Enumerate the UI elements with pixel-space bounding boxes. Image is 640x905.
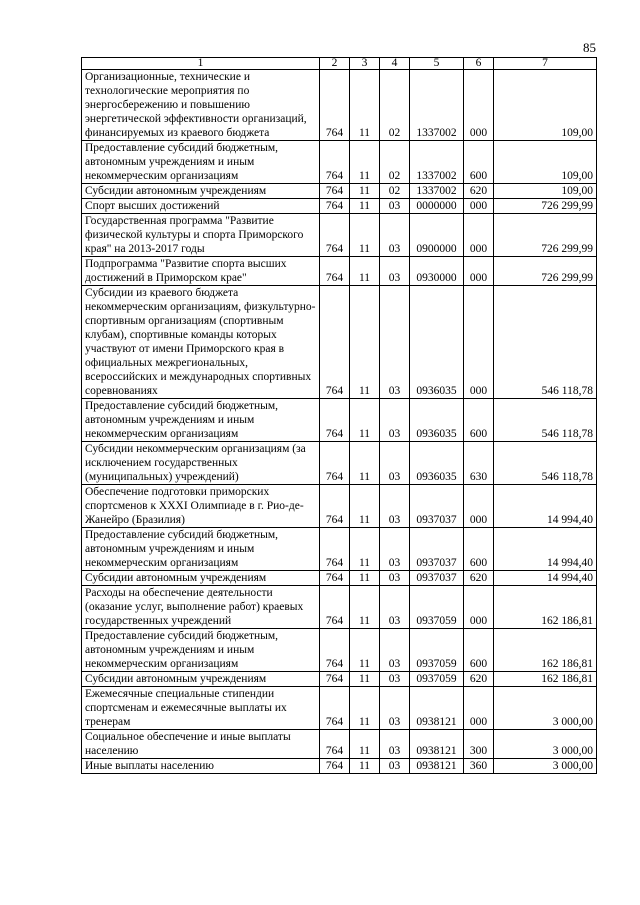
row-subsection: 02 [380, 141, 410, 184]
row-target-code: 1337002 [410, 184, 464, 199]
row-name: Субсидии автономным учреждениям [82, 571, 320, 586]
budget-table [81, 57, 597, 774]
row-name: Подпрограмма "Развитие спорта высших достижений в Приморском крае" [82, 257, 320, 286]
row-target-code: 0937059 [410, 586, 464, 629]
row-expense-type: 000 [464, 257, 494, 286]
row-name: Обеспечение подготовки приморских спортсменов к XXXI Олимпиаде в г. Рио-де-Жанейро (Бразилия) [82, 485, 320, 528]
row-expense-type: 620 [464, 672, 494, 687]
row-amount: 3 000,00 [494, 687, 597, 730]
row-amount: 109,00 [494, 141, 597, 184]
page-number: 85 [583, 40, 596, 55]
row-subsection: 03 [380, 759, 410, 774]
row-subsection: 03 [380, 257, 410, 286]
row-name: Субсидии некоммерческим организациям (за исключением государственных (муниципальных) учреждений) [82, 442, 320, 485]
row-expense-type: 000 [464, 286, 494, 399]
row-name: Государственная программа "Развитие физической культуры и спорта Приморского края" на 2013-2017 годы [82, 214, 320, 257]
row-ved: 764 [320, 257, 350, 286]
row-section: 11 [350, 485, 380, 528]
row-expense-type: 360 [464, 759, 494, 774]
row-ved: 764 [320, 286, 350, 399]
row-ved: 764 [320, 485, 350, 528]
row-target-code: 0936035 [410, 442, 464, 485]
row-subsection: 03 [380, 687, 410, 730]
header-row [82, 58, 597, 70]
table-row [82, 257, 597, 286]
row-subsection: 03 [380, 672, 410, 687]
row-amount: 3 000,00 [494, 730, 597, 759]
row-expense-type: 600 [464, 141, 494, 184]
row-target-code: 0900000 [410, 214, 464, 257]
row-target-code: 0000000 [410, 199, 464, 214]
row-ved: 764 [320, 528, 350, 571]
header-cell: 2 [320, 58, 350, 70]
row-name: Субсидии из краевого бюджета некоммерческим организациям, физкультурно-спортивным организациям (спортивным клубам), спортивные команды которых участвуют от имени Приморского края в официальных межрегиональных, всероссийских и международных спортивных соревнованиях [82, 286, 320, 399]
row-section: 11 [350, 286, 380, 399]
table-row [82, 687, 597, 730]
header-cell: 4 [380, 58, 410, 70]
row-expense-type: 000 [464, 687, 494, 730]
row-section: 11 [350, 70, 380, 141]
row-target-code: 0938121 [410, 687, 464, 730]
row-section: 11 [350, 399, 380, 442]
row-amount: 162 186,81 [494, 586, 597, 629]
row-subsection: 02 [380, 184, 410, 199]
row-expense-type: 620 [464, 184, 494, 199]
row-name: Социальное обеспечение и иные выплаты населению [82, 730, 320, 759]
table-row [82, 286, 597, 399]
row-subsection: 03 [380, 214, 410, 257]
table-row [82, 672, 597, 687]
row-name: Субсидии автономным учреждениям [82, 184, 320, 199]
row-amount: 14 994,40 [494, 528, 597, 571]
row-ved: 764 [320, 399, 350, 442]
row-ved: 764 [320, 184, 350, 199]
row-name: Организационные, технические и технологические мероприятия по энергосбережению и повышению энергетической эффективности организаций, финансируемых из краевого бюджета [82, 70, 320, 141]
row-section: 11 [350, 672, 380, 687]
row-name: Субсидии автономным учреждениям [82, 672, 320, 687]
row-ved: 764 [320, 629, 350, 672]
row-target-code: 1337002 [410, 70, 464, 141]
row-ved: 764 [320, 586, 350, 629]
row-expense-type: 600 [464, 629, 494, 672]
row-expense-type: 620 [464, 571, 494, 586]
row-amount: 546 118,78 [494, 442, 597, 485]
row-target-code: 1337002 [410, 141, 464, 184]
row-expense-type: 000 [464, 485, 494, 528]
row-subsection: 03 [380, 442, 410, 485]
row-name: Предоставление субсидий бюджетным, автономным учреждениям и иным некоммерческим организациям [82, 629, 320, 672]
row-name: Расходы на обеспечение деятельности (оказание услуг, выполнение работ) краевых государственных учреждений [82, 586, 320, 629]
row-subsection: 03 [380, 399, 410, 442]
header-cell: 1 [82, 58, 320, 70]
table-row [82, 442, 597, 485]
row-name: Спорт высших достижений [82, 199, 320, 214]
row-subsection: 03 [380, 730, 410, 759]
row-ved: 764 [320, 730, 350, 759]
table-row [82, 730, 597, 759]
row-target-code: 0937059 [410, 672, 464, 687]
row-ved: 764 [320, 759, 350, 774]
header-cell: 6 [464, 58, 494, 70]
row-target-code: 0938121 [410, 730, 464, 759]
row-ved: 764 [320, 571, 350, 586]
row-expense-type: 000 [464, 199, 494, 214]
table-row [82, 759, 597, 774]
row-target-code: 0930000 [410, 257, 464, 286]
row-target-code: 0936035 [410, 286, 464, 399]
row-ved: 764 [320, 214, 350, 257]
row-subsection: 02 [380, 70, 410, 141]
row-target-code: 0937059 [410, 629, 464, 672]
row-amount: 14 994,40 [494, 571, 597, 586]
row-expense-type: 600 [464, 399, 494, 442]
row-section: 11 [350, 687, 380, 730]
row-target-code: 0938121 [410, 759, 464, 774]
row-amount: 726 299,99 [494, 257, 597, 286]
row-target-code: 0937037 [410, 571, 464, 586]
row-expense-type: 000 [464, 70, 494, 141]
row-expense-type: 600 [464, 528, 494, 571]
row-amount: 109,00 [494, 70, 597, 141]
row-section: 11 [350, 629, 380, 672]
row-section: 11 [350, 586, 380, 629]
table-row [82, 141, 597, 184]
header-cell: 7 [494, 58, 597, 70]
row-ved: 764 [320, 672, 350, 687]
row-subsection: 03 [380, 199, 410, 214]
table-row [82, 199, 597, 214]
row-section: 11 [350, 759, 380, 774]
row-amount: 726 299,99 [494, 199, 597, 214]
row-ved: 764 [320, 141, 350, 184]
row-subsection: 03 [380, 571, 410, 586]
row-subsection: 03 [380, 629, 410, 672]
row-amount: 162 186,81 [494, 672, 597, 687]
row-expense-type: 300 [464, 730, 494, 759]
row-amount: 109,00 [494, 184, 597, 199]
row-ved: 764 [320, 199, 350, 214]
table-row [82, 629, 597, 672]
table-row [82, 485, 597, 528]
table-row [82, 586, 597, 629]
row-name: Предоставление субсидий бюджетным, автономным учреждениям и иным некоммерческим организациям [82, 528, 320, 571]
row-section: 11 [350, 199, 380, 214]
row-section: 11 [350, 442, 380, 485]
row-subsection: 03 [380, 286, 410, 399]
row-section: 11 [350, 214, 380, 257]
row-name: Предоставление субсидий бюджетным, автономным учреждениям и иным некоммерческим организациям [82, 141, 320, 184]
row-section: 11 [350, 571, 380, 586]
row-ved: 764 [320, 687, 350, 730]
row-amount: 3 000,00 [494, 759, 597, 774]
row-target-code: 0937037 [410, 528, 464, 571]
row-section: 11 [350, 528, 380, 571]
row-name: Иные выплаты населению [82, 759, 320, 774]
row-ved: 764 [320, 70, 350, 141]
row-name: Предоставление субсидий бюджетным, автономным учреждениям и иным некоммерческим организациям [82, 399, 320, 442]
table-row [82, 214, 597, 257]
row-amount: 726 299,99 [494, 214, 597, 257]
row-section: 11 [350, 184, 380, 199]
row-name: Ежемесячные специальные стипендии спортсменам и ежемесячные выплаты их тренерам [82, 687, 320, 730]
row-expense-type: 630 [464, 442, 494, 485]
row-subsection: 03 [380, 528, 410, 571]
table-row [82, 184, 597, 199]
row-target-code: 0937037 [410, 485, 464, 528]
row-ved: 764 [320, 442, 350, 485]
row-amount: 162 186,81 [494, 629, 597, 672]
row-amount: 546 118,78 [494, 399, 597, 442]
table-row [82, 528, 597, 571]
row-expense-type: 000 [464, 214, 494, 257]
row-section: 11 [350, 257, 380, 286]
row-section: 11 [350, 730, 380, 759]
header-cell: 5 [410, 58, 464, 70]
row-amount: 14 994,40 [494, 485, 597, 528]
header-cell: 3 [350, 58, 380, 70]
row-target-code: 0936035 [410, 399, 464, 442]
table-row [82, 571, 597, 586]
row-expense-type: 000 [464, 586, 494, 629]
row-amount: 546 118,78 [494, 286, 597, 399]
table-row [82, 399, 597, 442]
row-subsection: 03 [380, 485, 410, 528]
row-section: 11 [350, 141, 380, 184]
table-row [82, 70, 597, 141]
row-subsection: 03 [380, 586, 410, 629]
